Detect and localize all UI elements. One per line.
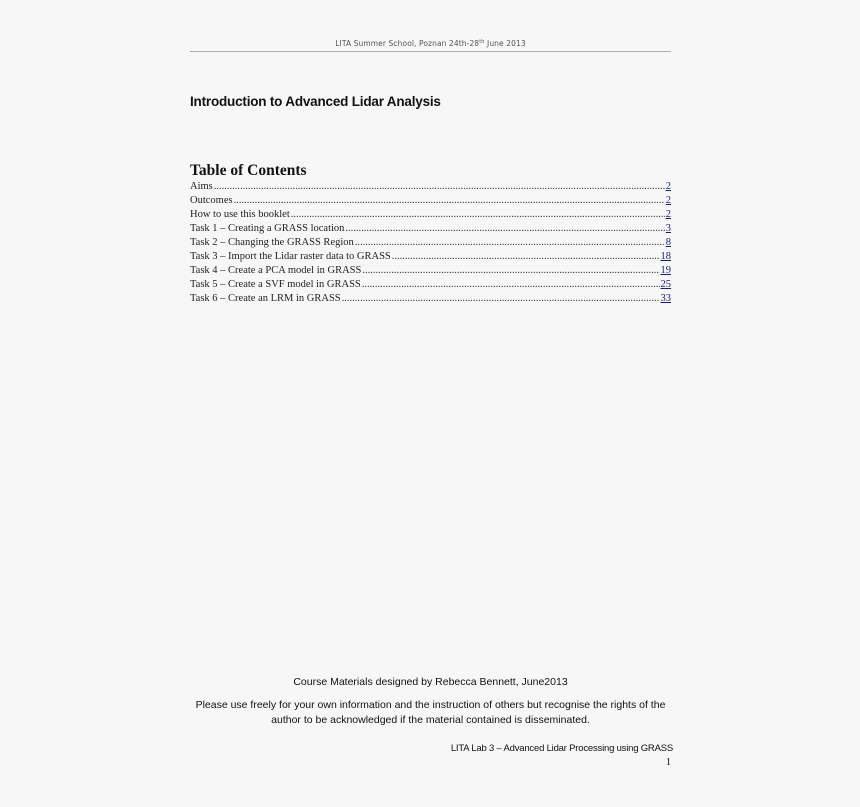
credits-usage-notice: Please use freely for your own information and the instruction of others but recognise the rights of the author to be acknowledged if the material contained is disseminated.	[195, 699, 666, 726]
toc-entry-aims[interactable]	[190, 180, 671, 194]
credits-author: Course Materials designed by Rebecca Bennett, June2013	[293, 676, 568, 688]
toc-page-link[interactable]: 33	[660, 293, 671, 304]
toc-entry-label: Outcomes	[190, 195, 233, 206]
toc-leader-dots	[345, 222, 664, 236]
toc-leader-dots	[234, 194, 665, 208]
header-superscript: th	[479, 39, 485, 45]
toc-page-link[interactable]: 8	[665, 237, 671, 248]
toc-entry-task-3[interactable]	[190, 250, 671, 264]
toc-heading: Table of Contents	[190, 162, 307, 179]
running-header	[190, 39, 671, 48]
toc-page-link[interactable]: 25	[660, 279, 671, 290]
toc-page-link[interactable]: 2	[665, 195, 671, 206]
toc-entry-task-5[interactable]	[190, 278, 671, 292]
toc-entry-how-to-use[interactable]	[190, 208, 671, 222]
toc-page-link[interactable]: 2	[665, 209, 671, 220]
header-text-end: June 2013	[484, 39, 526, 48]
header-rule	[190, 51, 671, 52]
toc-entry-label: Task 2 – Changing the GRASS Region	[190, 237, 354, 248]
toc-leader-dots	[291, 208, 665, 222]
toc-entry-task-2[interactable]	[190, 236, 671, 250]
toc-leader-dots	[355, 236, 665, 250]
table-of-contents	[190, 180, 671, 306]
toc-leader-dots	[342, 292, 660, 306]
toc-entry-label: Task 6 – Create an LRM in GRASS	[190, 293, 341, 304]
toc-entry-label: Task 4 – Create a PCA model in GRASS	[190, 265, 362, 276]
toc-entry-task-4[interactable]	[190, 264, 671, 278]
page-number: 1	[666, 757, 671, 768]
toc-page-link[interactable]: 2	[665, 181, 671, 192]
toc-entry-label: Aims	[190, 181, 213, 192]
header-text: LITA Summer School, Poznan 24th-28	[335, 39, 480, 48]
toc-leader-dots	[392, 250, 660, 264]
toc-entry-label: Task 1 – Creating a GRASS location	[190, 223, 345, 234]
toc-entry-label: Task 3 – Import the Lidar raster data to GRASS	[190, 251, 391, 262]
toc-entry-task-1[interactable]	[190, 222, 671, 236]
toc-leader-dots	[362, 264, 659, 278]
toc-page-link[interactable]: 3	[665, 223, 671, 234]
toc-entry-task-6[interactable]	[190, 292, 671, 306]
toc-leader-dots	[214, 180, 665, 194]
toc-page-link[interactable]: 18	[660, 251, 671, 262]
running-footer: LITA Lab 3 – Advanced Lidar Processing using GRASS	[450, 743, 673, 754]
toc-leader-dots	[362, 278, 660, 292]
document-title: Introduction to Advanced Lidar Analysis	[190, 94, 441, 109]
toc-entry-label: How to use this booklet	[190, 209, 290, 220]
toc-entry-outcomes[interactable]	[190, 194, 671, 208]
toc-entry-label: Task 5 – Create a SVF model in GRASS	[190, 279, 361, 290]
document-page	[190, 0, 671, 807]
toc-page-link[interactable]: 19	[660, 265, 671, 276]
